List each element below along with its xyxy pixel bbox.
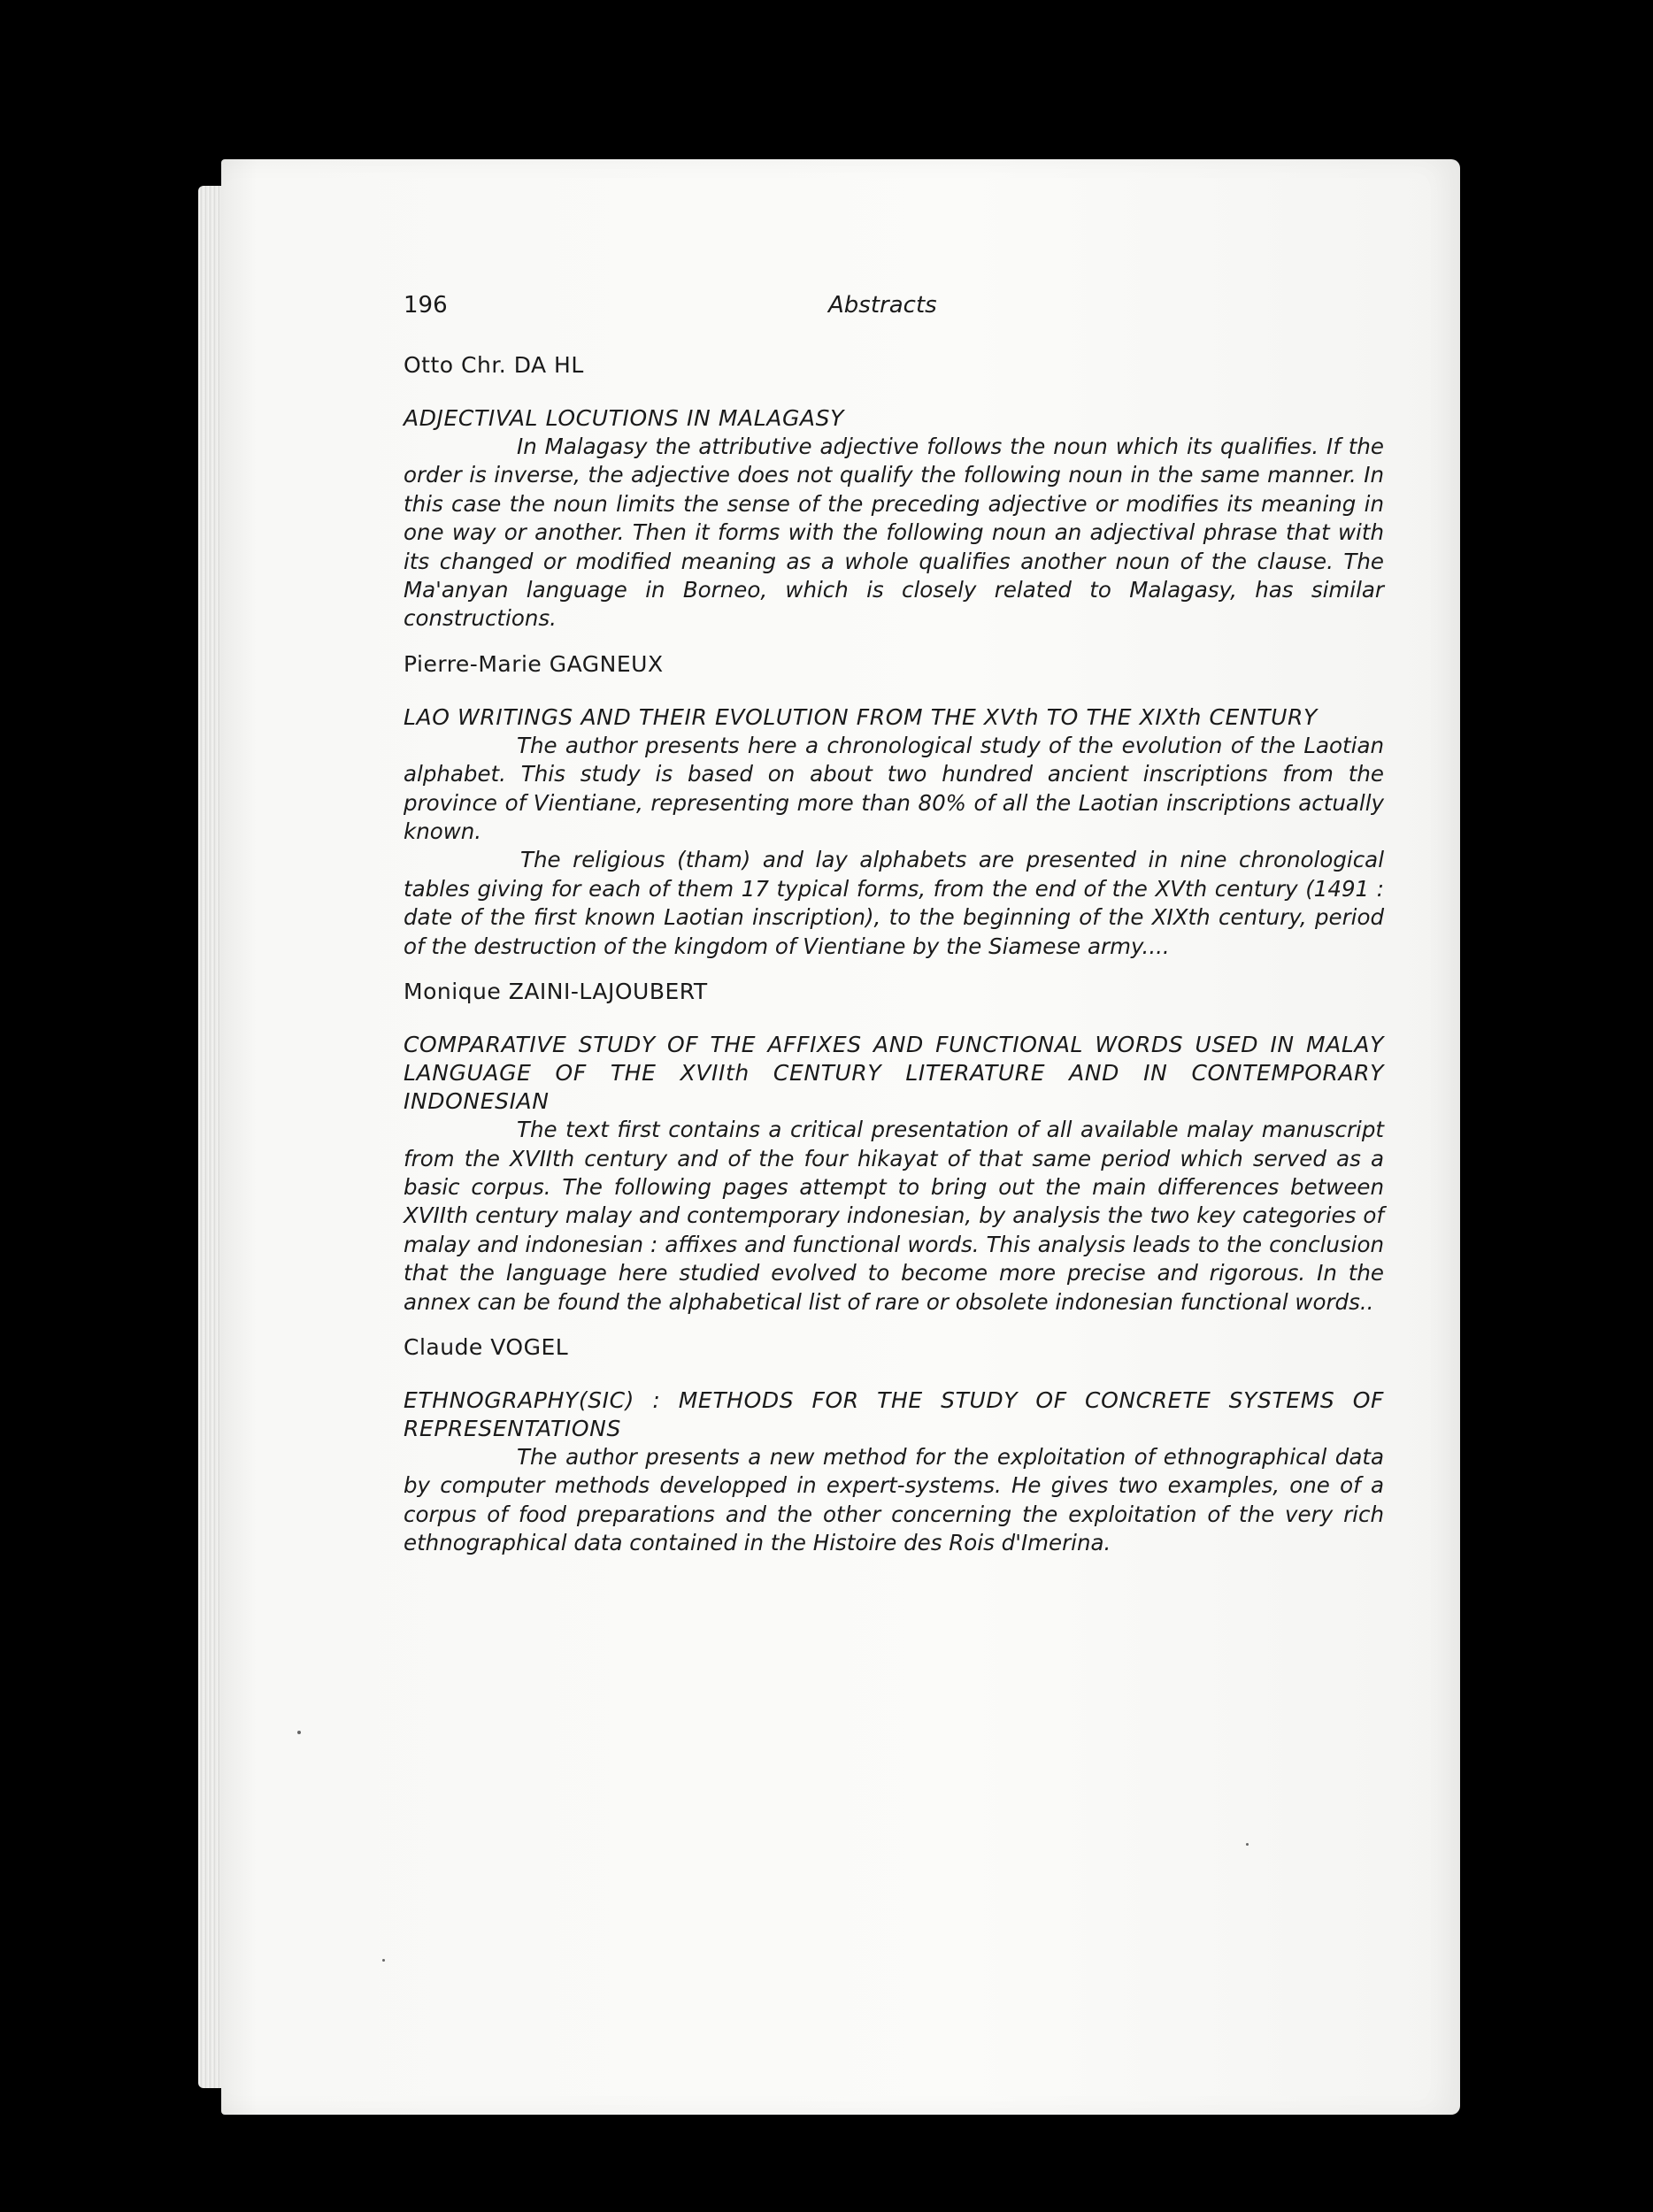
abstract-title: COMPARATIVE STUDY OF THE AFFIXES AND FUNCTIONAL WORDS USED IN MALAY LANGUAGE OF THE XVIIth CENTURY LITERATURE AND IN CONTEMPORARY INDONESIAN	[404, 1032, 1384, 1115]
abstract-paragraph: The author presents a new method for the exploitation of ethnographical data by computer methods developped in expert-systems. He gives two examples, one of a corpus of food preparations and the other concerning the exploitation of the very rich ethnographical data contained in the Histoire des Rois d'Imerina.	[404, 1443, 1384, 1556]
dust-speck	[382, 1959, 385, 1962]
abstract-paragraph: The text first contains a critical presentation of all available malay manuscript from the XVIIth century and of the four hikayat of that same period which served as a basic corpus. The following pages attempt to bring out the main differences between XVIIth century malay and contemporary indonesian, by analysis the two key categories of malay and indonesian : affixes and functional words. This analysis leads to the conclusion that the language here studied evolved to become more precise and rigorous. In the annex can be found the alphabetical list of rare or obsolete indonesian functional words..	[404, 1117, 1384, 1315]
abstract-title: ADJECTIVAL LOCUTIONS IN MALAGASY	[404, 405, 844, 431]
abstract-paragraph: In Malagasy the attributive adjective follows the noun which its qualifies. If the order is inverse, the adjective does not qualify the following noun in the same manner. In this case the noun limits the sense of the preceding adjective or modifies its meaning in one way or another. Then it forms with the following noun an adjectival phrase that with its changed or modified meaning as a whole qualifies another noun of the clause. The Ma'anyan language in Borneo, which is closely related to Malagasy, has similar constructions.	[404, 434, 1384, 632]
abstract-paragraph: The author presents here a chronological study of the evolution of the Laotian alphabet. This study is based on about two hundred ancient inscriptions from the province of Vientiane, representing more than 80% of all the Laotian inscriptions actually known.	[404, 732, 1384, 845]
abstract-author: Monique ZAINI-LAJOUBERT	[404, 979, 708, 1005]
dust-speck	[1246, 1843, 1249, 1846]
running-title: Abstracts	[828, 292, 937, 319]
dust-speck	[297, 1731, 301, 1734]
abstract-author: Pierre-Marie GAGNEUX	[404, 650, 664, 677]
abstract-author: Claude VOGEL	[404, 1333, 569, 1360]
abstract-entry	[404, 352, 1384, 634]
abstract-entry	[404, 651, 1384, 961]
page-content	[404, 292, 1384, 1558]
abstract-entry	[404, 1334, 1384, 1558]
page-number: 196	[404, 292, 448, 319]
abstract-entry	[404, 979, 1384, 1317]
abstract-author: Otto Chr. DA HL	[404, 352, 584, 378]
abstract-title: ETHNOGRAPHY(SIC) : METHODS FOR THE STUDY OF CONCRETE SYSTEMS OF REPRESENTATIONS	[404, 1386, 1384, 1441]
abstract-paragraph: The religious (tham) and lay alphabets are presented in nine chronological tables giving for each of them 17 typical forms, from the end of the XVth century (1491 : date of the first known Laotian inscription), to the beginning of the XIXth century, period of the destruction of the kingdom of Vientiane by the Siamese army....	[404, 847, 1384, 959]
abstract-title: LAO WRITINGS AND THEIR EVOLUTION FROM THE XVth TO THE XIXth CENTURY	[404, 703, 1318, 730]
running-head	[404, 292, 1384, 334]
